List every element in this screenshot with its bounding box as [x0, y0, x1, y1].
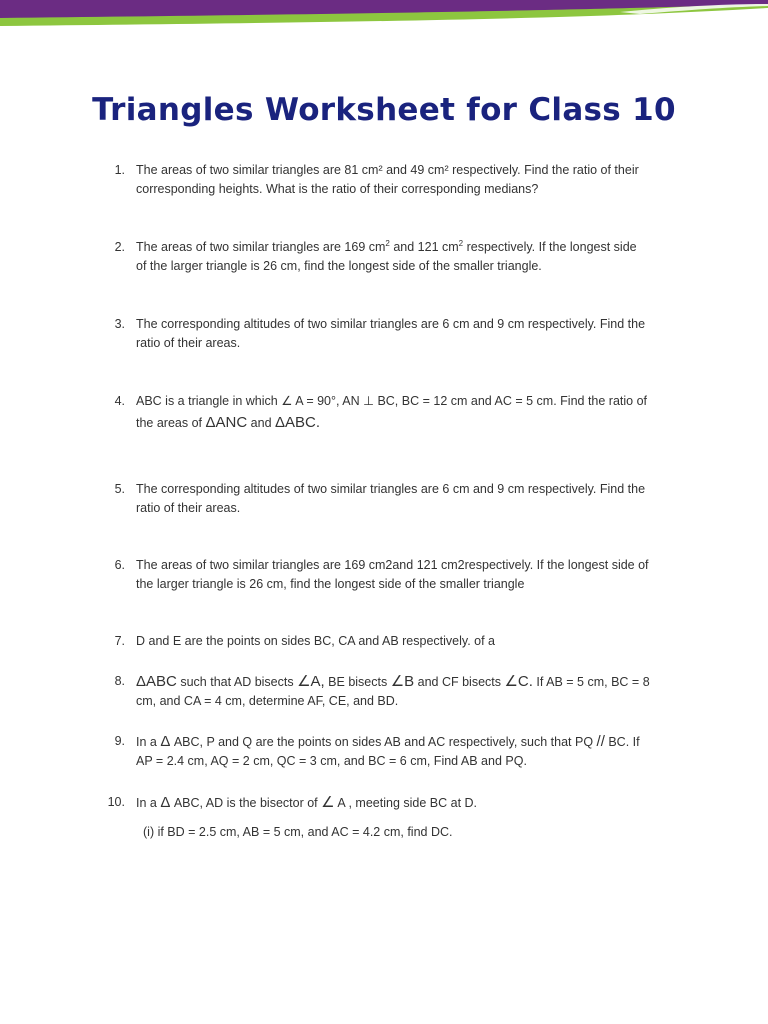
question-number: 5. [114, 482, 125, 496]
question-line: D and E are the points on sides BC, CA and AB respectively. of a [136, 634, 495, 648]
question-line: In a Δ ABC, P and Q are the points on sides AB and AC respectively, such that PQ // BC. If [136, 733, 640, 750]
question-number: 8. [114, 674, 125, 688]
question-line: AP = 2.4 cm, AQ = 2 cm, QC = 3 cm, and BC = 6 cm, Find AB and PQ. [136, 754, 527, 768]
question-text [136, 392, 684, 433]
question-line: ABC is a triangle in which ∠ A = 90°, AN ⊥ BC, BC = 12 cm and AC = 5 cm. Find the ratio of [136, 394, 648, 408]
question-text [136, 556, 684, 594]
question-line: The areas of two similar triangles are 169 cm2and 121 cm2respectively. If the longest side of [136, 558, 649, 572]
question-number: 3. [114, 317, 125, 331]
question-number: 7. [114, 634, 125, 648]
question-number: 10. [107, 795, 125, 809]
question-line: The corresponding altitudes of two similar triangles are 6 cm and 9 cm respectively. Find the [136, 482, 646, 496]
question-text [136, 238, 684, 276]
question-line: In a Δ ABC, AD is the bisector of ∠ A , meeting side BC at D. [136, 794, 478, 811]
question-line: the areas of ΔANC and ΔABC. [136, 414, 321, 431]
page-title: Triangles Worksheet for Class 10 [92, 92, 676, 128]
question-line: The areas of two similar triangles are 169 $cm^2$ and 121 $cm^2$ respectively. If the longest side [136, 238, 637, 254]
question-number: 1. [114, 163, 125, 177]
question-number: 9. [114, 734, 125, 748]
question-text [136, 793, 684, 813]
question-line: of the larger triangle is 26 cm, find the longest side of the smaller triangle. [136, 259, 542, 273]
question-text [136, 732, 684, 771]
question-line: ratio of their areas. [136, 336, 241, 350]
question-text [136, 161, 684, 199]
question-text [136, 672, 684, 711]
question-number: 4. [114, 394, 125, 408]
question-line: ΔABC such that AD bisects ∠A, BE bisects ∠B and CF bisects ∠C. If AB = 5 cm, BC = 8 [136, 673, 650, 690]
question-line: cm, and CA = 4 cm, determine AF, CE, and BD. [136, 694, 399, 708]
header-decoration [0, 0, 768, 40]
question-line: The corresponding altitudes of two similar triangles are 6 cm and 9 cm respectively. Find the [136, 317, 646, 331]
question-text [136, 632, 684, 651]
question-number: 2. [114, 240, 125, 254]
question-subpart: (i) if BD = 2.5 cm, AB = 5 cm, and AC = 4.2 cm, find DC. [143, 825, 453, 839]
question-text [136, 480, 684, 518]
question-line: ratio of their areas. [136, 501, 241, 515]
question-text [136, 315, 684, 353]
question-line: the larger triangle is 26 cm, find the longest side of the smaller triangle [136, 577, 525, 591]
question-line: corresponding heights. What is the ratio of their corresponding medians? [136, 182, 539, 196]
question-line: The areas of two similar triangles are 81 cm² and 49 cm² respectively. Find the ratio of their [136, 163, 639, 177]
question-number: 6. [114, 558, 125, 572]
